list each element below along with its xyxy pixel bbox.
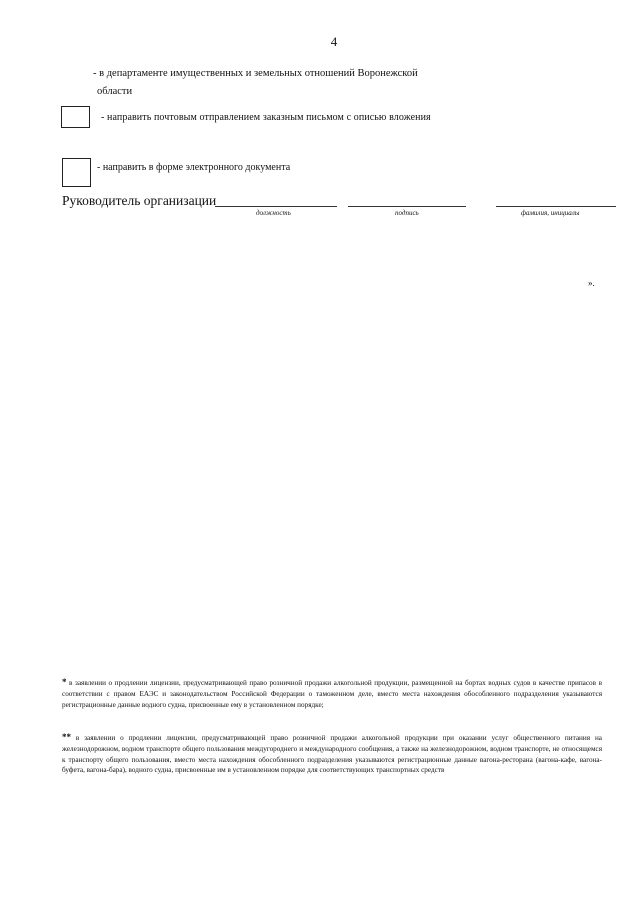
name-caption: фамилия, инициалы bbox=[521, 209, 580, 217]
signature-line[interactable] bbox=[348, 206, 466, 207]
signature-caption: подпись bbox=[395, 209, 419, 217]
footnote-mark: ** bbox=[62, 732, 71, 742]
closing-quote: ». bbox=[588, 278, 595, 288]
footnote bbox=[62, 732, 602, 776]
department-line-continued: области bbox=[97, 86, 133, 97]
page-number: 4 bbox=[330, 34, 338, 49]
footnote-text: в заявлении о продлении лицензии, предусматривающей право розничной продажи алкогольной продукции, размещенной на бортах водных судов в качестве припасов в соответствии с правом ЕАЭС и законодательством Российской Федерации о таможенном деле, вместо места нахождения обособленного подразделения указываются регистрационные данные водного судна, присвоенные ему в установленном порядке; bbox=[62, 679, 602, 709]
head-of-organization-label: Руководитель организации bbox=[62, 193, 217, 208]
position-line[interactable] bbox=[215, 206, 337, 207]
department-line: - в департаменте имущественных и земельных отношений Воронежской bbox=[93, 68, 418, 79]
footnote-text: в заявлении о продлении лицензии, предусматривающей право розничной продажи алкогольной продукции при оказании услуг общественного питания на железнодорожном, водном транспорте общего пользования междугороднего и международного сообщения, а также на железнодорожном, водном транспорте, не относящемся к транспорту общего пользования, вместо места нахождения обособленного подразделения указываются регистрационные данные вагона-ресторана (вагона-кафе, вагона-буфета, вагона-бара), водного судна, присвоенные им в установленном порядке для соответствующих транспортных средств bbox=[62, 734, 602, 775]
option-post-label: - направить почтовым отправлением заказным письмом с описью вложения bbox=[101, 112, 431, 123]
footnote bbox=[62, 677, 602, 710]
checkbox-electronic[interactable] bbox=[62, 158, 91, 187]
option-electronic-label: - направить в форме электронного документа bbox=[97, 162, 291, 173]
position-caption: должность bbox=[256, 209, 291, 217]
checkbox-post[interactable] bbox=[61, 106, 90, 128]
name-line[interactable] bbox=[496, 206, 616, 207]
footnote-mark: * bbox=[62, 677, 67, 687]
